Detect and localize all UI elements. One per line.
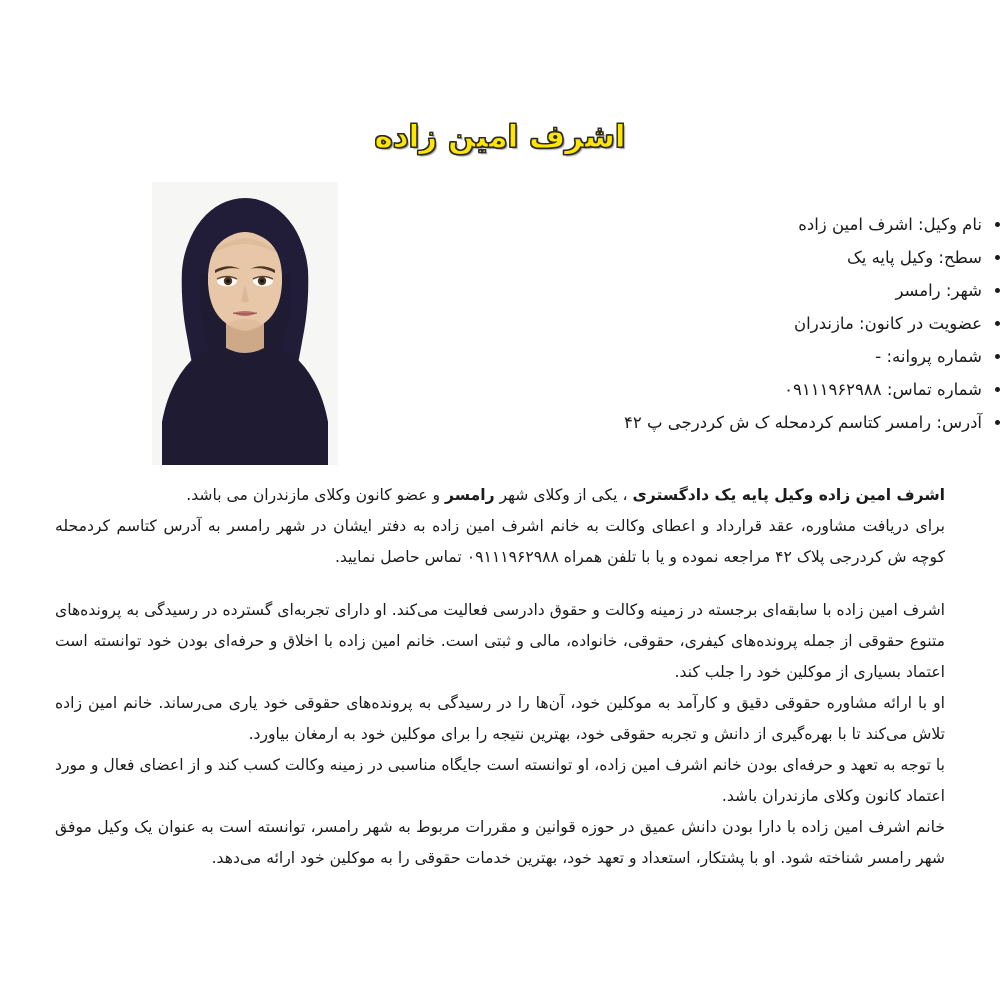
- paragraph-local-knowledge: خانم اشرف امین زاده با دارا بودن دانش عمیق در حوزه قوانین و مقررات مربوط به شهر رامسر، توانسته است به عنوان یک وکیل موفق شهر رامسر شناخته شود. او با پشتکار، استعداد و تعهد خود، بهترین خدمات حقوقی را به موکلین خود ارائه می‌دهد.: [55, 818, 945, 867]
- fact-phone: شماره تماس: ۰۹۱۱۱۹۶۲۹۸۸: [340, 373, 1000, 406]
- lawyer-facts-list: [248, 208, 1000, 439]
- lead-end-text: و عضو کانون وکلای مازندران می باشد.: [186, 486, 445, 504]
- fact-address: آدرس: رامسر کتاسم کردمحله ک ش کردرجی پ ۴۲: [340, 406, 1000, 439]
- fact-license-number: شماره پروانه: -: [340, 340, 1000, 373]
- paragraph-commitment: با توجه به تعهد و حرفه‌ای بودن خانم اشرف امین زاده، او توانسته است جایگاه مناسبی در زمینه وکالت کسب کند و از اعضای فعال و مورد اعتماد کانون وکلای مازندران باشد.: [55, 756, 945, 805]
- paragraph-contact: برای دریافت مشاوره، عقد قرارداد و اعطای وکالت به خانم اشرف امین زاده به دفتر ایشان در شهر رامسر به آدرس کتاسم کردمحله کوچه ش کردرجی پلاک ۴۲ مراجعه نموده و یا با تلفن همراه ۰۹۱۱۱۹۶۲۹۸۸ تماس حاصل نمایید.: [55, 517, 945, 566]
- fact-bar-membership: عضویت در کانون: مازندران: [340, 307, 1000, 340]
- lead-bold-city: رامسر: [445, 486, 495, 504]
- fact-city: شهر: رامسر: [340, 274, 1000, 307]
- lead-mid-text: ، یکی از وکلای شهر: [494, 486, 633, 504]
- biography-body: [55, 480, 945, 874]
- paragraph-consultation: او با ارائه مشاوره حقوقی دقیق و کارآمد به موکلین خود، آن‌ها را در رسیدگی به پرونده‌های حقوقی خود یاری می‌رساند. خانم امین زاده تلاش می‌کند تا با بهره‌گیری از دانش و تجربه حقوقی خود، بهترین نتیجه را برای موکلین خود به ارمغان بیاورد.: [55, 694, 945, 743]
- page-title-container: [0, 98, 1000, 177]
- profile-header: [0, 182, 1000, 474]
- page-title: اشرف امین زاده: [374, 118, 626, 155]
- paragraph-experience: اشرف امین زاده با سابقه‌ای برجسته در زمینه وکالت و حقوق دادرسی فعالیت می‌کند. او دارای تجربه‌ای گسترده در رسیدگی به پرونده‌های متنوع حقوقی از جمله پرونده‌های کیفری، حقوقی، خانواده، مالی و ثبتی است. خانم امین زاده با اخلاق و حرفه‌ای بودن خود توانسته است اعتماد بسیاری از موکلین خود را جلب کند.: [55, 601, 945, 681]
- lead-bold-name: اشرف امین زاده وکیل پایه یک دادگستری: [632, 486, 945, 504]
- fact-level: سطح: وکیل پایه یک: [340, 241, 1000, 274]
- paragraph-lead: [55, 480, 945, 511]
- paragraph-spacer: [55, 573, 945, 595]
- fact-name: نام وکیل: اشرف امین زاده: [340, 208, 1000, 241]
